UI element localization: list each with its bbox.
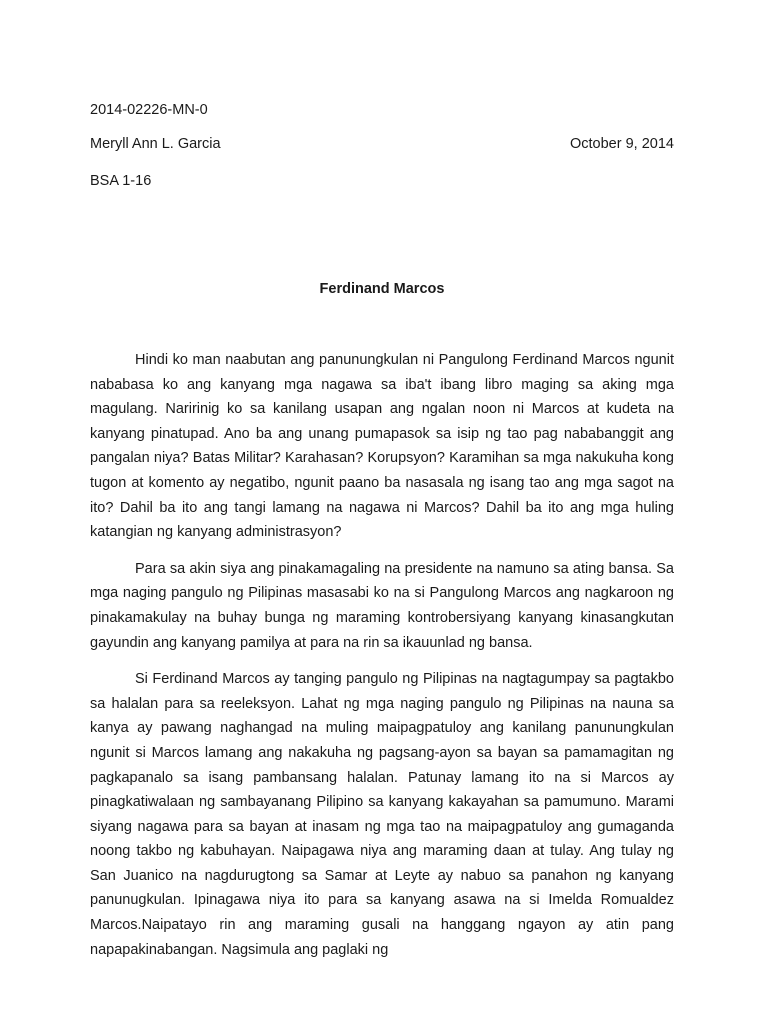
essay-body xyxy=(90,348,674,974)
student-number: 2014-02226-MN-0 xyxy=(90,102,208,118)
document-title: Ferdinand Marcos xyxy=(319,281,445,297)
paragraph-3: Si Ferdinand Marcos ay tanging pangulo ng Pilipinas na nagtagumpay sa pagtakbo sa halalan para sa reeleksyon. Lahat ng mga naging pangulo ng Pilipinas na nauna sa kanya ay pawang naghangad na muling maipagpatuloy ang kanilang panunungkulan ngunit si Marcos lamang ang nakakuha ng pagsang-ayon sa bayan sa pamamagitan ng pagkapanalo sa isang pambansang halalan. Patunay lamang ito na si Marcos ay pinagkatiwalaan ng sambayanang Pilipino sa kanyang kakayahan sa pamumuno. Marami siyang nagawa para sa bayan at inasam ng mga tao na maipagpatuloy ang gumaganda noong takbo ng kabuhayan. Naipagawa niya ang maraming daan at tulay. Ang tulay ng San Juanico na nagdurugtong sa Samar at Leyte ay nabuo sa panahon ng kanyang panunugkulan. Ipinagawa niya ito para sa kanyang asawa na si Imelda Romualdez Marcos.Naipatayo rin ang maraming gusali na hanggang ngayon ay atin pang napapakinabangan. Nagsimula ang paglaki ng xyxy=(90,671,674,958)
paragraph-2: Para sa akin siya ang pinakamagaling na presidente na namuno sa ating bansa. Sa mga naging pangulo ng Pilipinas masasabi ko na si Pangulong Marcos ang nagkaroon ng pinakamakulay na buhay bunga ng maraming kontrobersiyang kanyang kinasangkutan gayundin ang kanyang pamilya at para na rin sa ikauunlad ng bansa. xyxy=(90,560,674,651)
paragraph-1: Hindi ko man naabutan ang panunungkulan ni Pangulong Ferdinand Marcos ngunit nababasa ko ang kanyang mga nagawa sa iba't ibang libro maging sa aking mga magulang. Naririnig ko sa kanilang usapan ang ngalan noon ni Marcos at kudeta na kanyang pinatupad. Ano ba ang unang pumapasok sa isip ng tao pag nababanggit ang pangalan niya? Batas Militar? Karahasan? Korupsyon? Karamihan sa mga nakukuha kong tugon at komento ay negatibo, ngunit paano ba nasasala ng isang tao ang mga sagot na ito? Dahil ba ito ang tangi lamang na nagawa ni Marcos? Dahil ba ito ang mga huling katangian ng kanyang administrasyon? xyxy=(90,352,674,541)
course-section: BSA 1-16 xyxy=(90,173,152,189)
document-date: October 9, 2014 xyxy=(570,136,674,152)
student-name: Meryll Ann L. Garcia xyxy=(90,136,221,152)
